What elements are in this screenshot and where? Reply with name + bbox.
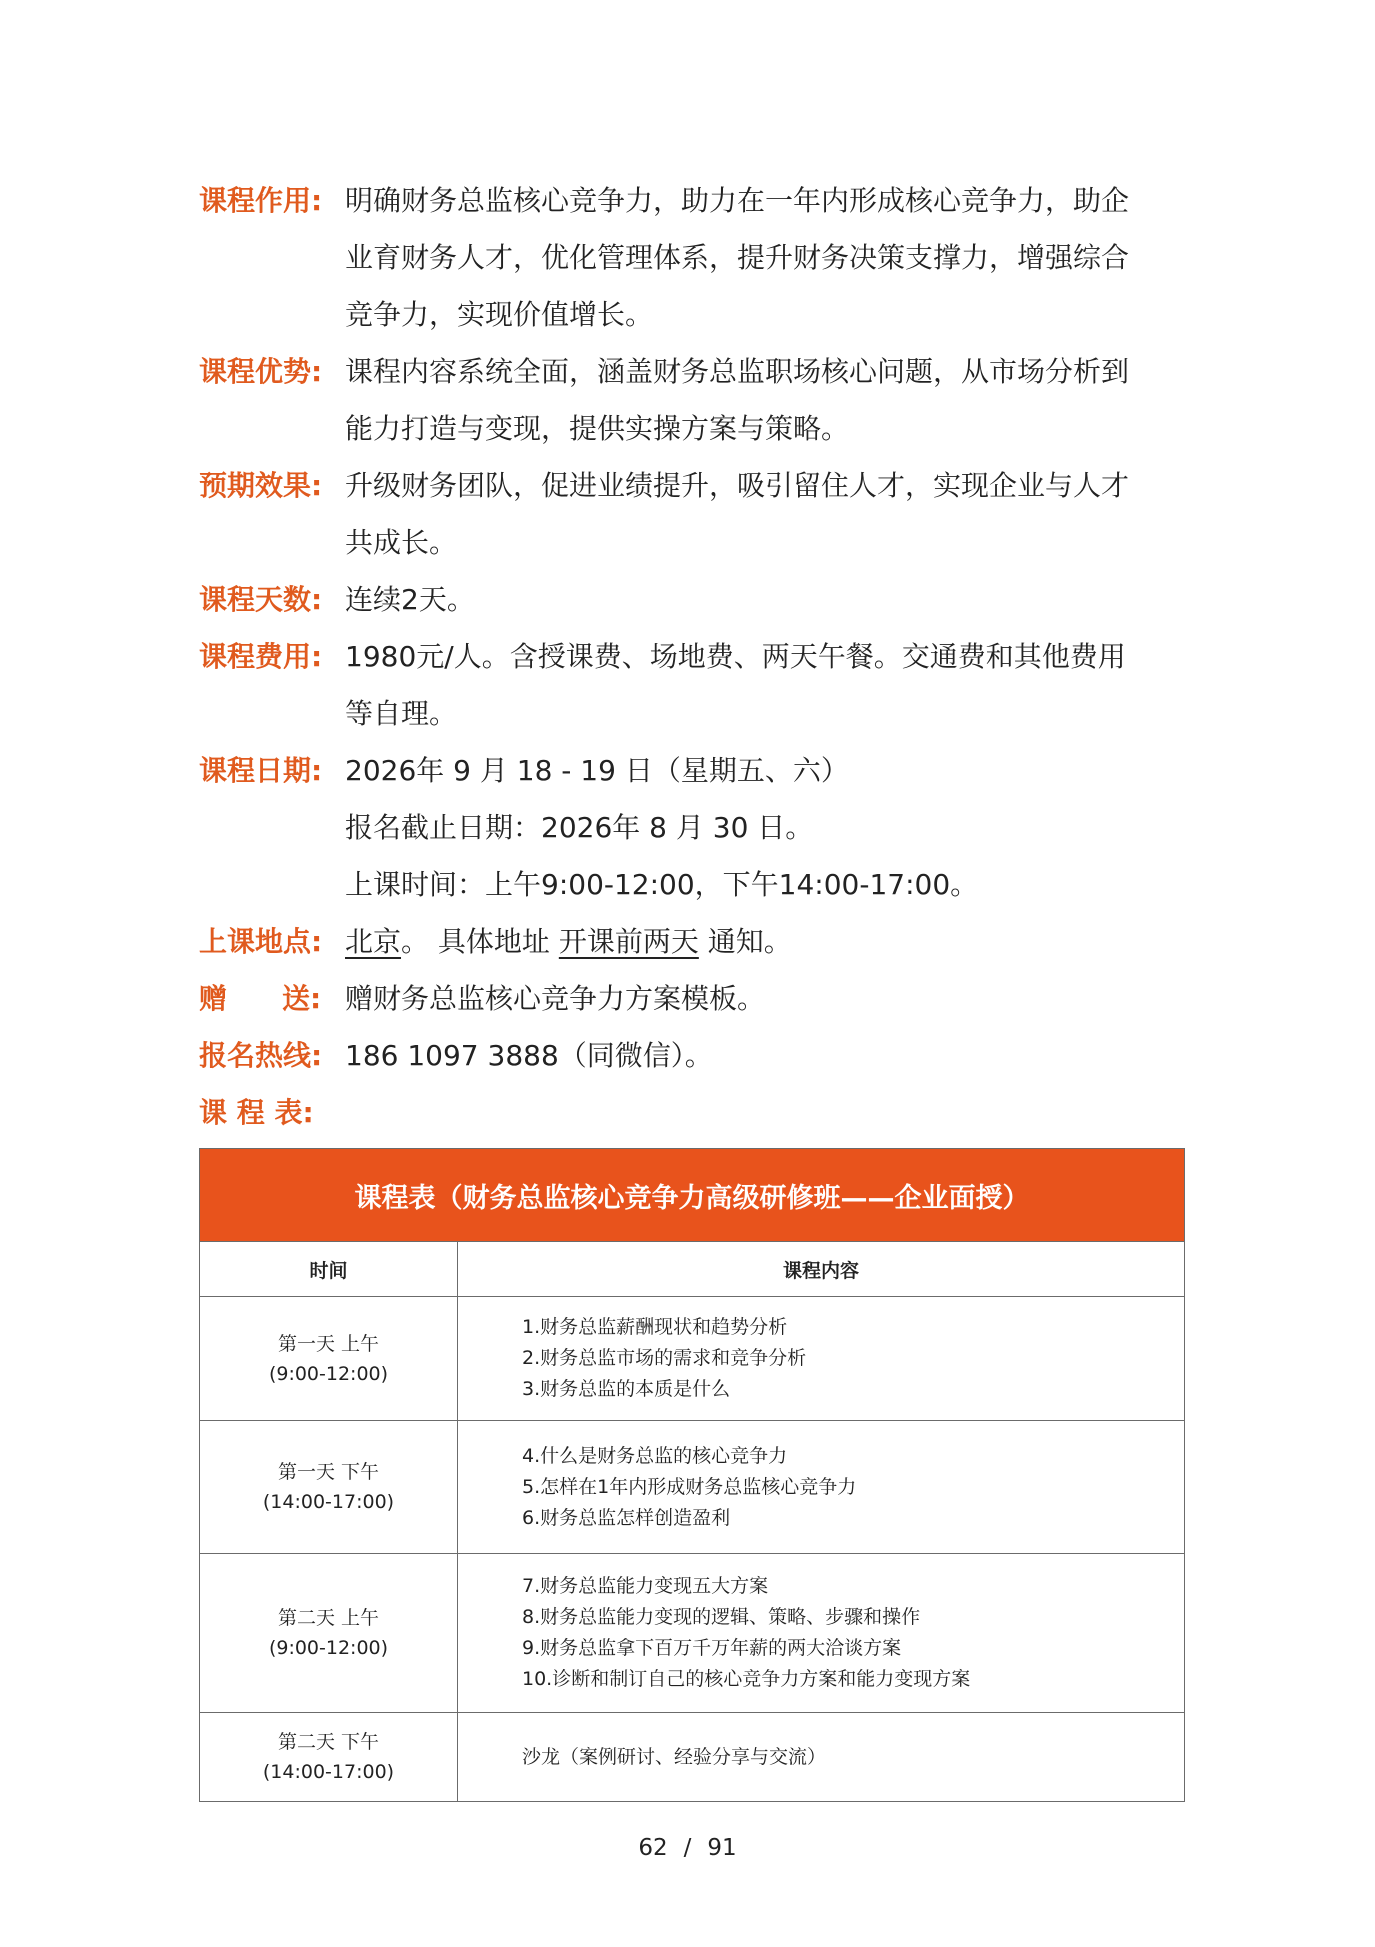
info-label: 预期效果: xyxy=(199,469,323,502)
content-item: 4.什么是财务总监的核心竞争力 xyxy=(522,1444,788,1467)
info-label xyxy=(199,970,345,1027)
schedule-table xyxy=(199,1148,1185,1802)
info-line: 等自理。 xyxy=(345,697,458,730)
info-row-advantage xyxy=(199,343,1189,457)
info-label: 报名热线: xyxy=(199,1039,323,1072)
table-row xyxy=(200,1554,1185,1713)
info-row-location xyxy=(199,913,1189,970)
content-cell xyxy=(458,1421,1185,1554)
info-row-date xyxy=(199,742,1189,913)
content-item: 5.怎样在1年内形成财务总监核心竞争力 xyxy=(522,1475,857,1498)
session-time: (14:00-17:00) xyxy=(262,1491,395,1513)
info-value xyxy=(345,628,1189,742)
table-row xyxy=(200,1297,1185,1421)
time-cell xyxy=(200,1421,458,1554)
location-tail: 通知。 xyxy=(698,925,792,958)
info-row-purpose xyxy=(199,172,1189,343)
info-value xyxy=(345,913,1189,970)
header-time: 时间 xyxy=(200,1242,458,1297)
info-line: 共成长。 xyxy=(345,526,458,559)
content-cell xyxy=(458,1554,1185,1713)
info-line: 业育财务人才，优化管理体系，提升财务决策支撑力，增强综合 xyxy=(345,241,1130,274)
info-line: 能力打造与变现，提供实操方案与策略。 xyxy=(345,412,850,445)
info-label: 课程作用: xyxy=(199,184,323,217)
content-item: 9.财务总监拿下百万千万年薪的两大洽谈方案 xyxy=(522,1637,902,1659)
session-day: 第二天 下午 xyxy=(277,1731,380,1753)
info-line: 竞争力，实现价值增长。 xyxy=(345,298,654,331)
content-item: 3.财务总监的本质是什么 xyxy=(522,1378,731,1400)
session-day: 第二天 上午 xyxy=(277,1607,380,1629)
content-cell xyxy=(458,1297,1185,1421)
session-time: (9:00-12:00) xyxy=(268,1362,389,1385)
info-row-fee xyxy=(199,628,1189,742)
session-time: (14:00-17:00) xyxy=(262,1761,395,1783)
info-line: 连续2天。 xyxy=(345,583,475,616)
location-city: 北京 xyxy=(345,925,402,958)
info-value xyxy=(345,457,1189,571)
info-row-effect xyxy=(199,457,1189,571)
info-line: 明确财务总监核心竞争力，助力在一年内形成核心竞争力，助企 xyxy=(345,184,1130,217)
info-value xyxy=(345,571,1189,628)
info-line: 1980元/人。含授课费、场地费、两天午餐。交通费和其他费用 xyxy=(345,640,1126,673)
location-notice-time: 开课前两天 xyxy=(558,925,699,958)
table-row xyxy=(200,1421,1185,1554)
content-cell xyxy=(458,1713,1185,1802)
page-total: 91 xyxy=(707,1835,737,1861)
time-cell xyxy=(200,1713,458,1802)
session-time: (9:00-12:00) xyxy=(268,1637,389,1659)
course-info xyxy=(199,172,1189,1141)
session-day: 第一天 上午 xyxy=(277,1332,380,1355)
session-day: 第一天 下午 xyxy=(277,1461,380,1483)
gift-label-a: 赠 xyxy=(199,982,228,1015)
info-line xyxy=(345,913,1189,970)
page-separator: / xyxy=(683,1835,692,1861)
hotline-number: 186 1097 3888（同微信）。 xyxy=(345,1039,713,1072)
header-content: 课程内容 xyxy=(458,1242,1185,1297)
info-row-schedule xyxy=(199,1084,1189,1141)
info-row-hotline xyxy=(199,1027,1189,1084)
content-item: 7.财务总监能力变现五大方案 xyxy=(522,1575,769,1597)
content-item: 1.财务总监薪酬现状和趋势分析 xyxy=(522,1316,788,1338)
info-line: 赠财务总监核心竞争力方案模板。 xyxy=(345,982,766,1015)
info-line: 报名截止日期：2026年 8 月 30 日。 xyxy=(345,811,814,844)
info-row-days xyxy=(199,571,1189,628)
info-label: 课程优势: xyxy=(199,355,323,388)
info-line: 2026年 9 月 18 - 19 日（星期五、六） xyxy=(345,754,849,787)
time-cell xyxy=(200,1297,458,1421)
info-label: 课程费用: xyxy=(199,640,323,673)
info-label: 课程日期: xyxy=(199,754,323,787)
table-row xyxy=(200,1713,1185,1802)
content-item: 2.财务总监市场的需求和竞争分析 xyxy=(522,1347,807,1369)
content-item: 6.财务总监怎样创造盈利 xyxy=(522,1506,731,1529)
schedule-title: 课程表（财务总监核心竞争力高级研修班——企业面授） xyxy=(200,1149,1185,1242)
info-value xyxy=(345,343,1189,457)
page-number xyxy=(0,1835,1375,1861)
location-sep: 。 具体地址 xyxy=(401,925,559,958)
info-line: 课程内容系统全面，涵盖财务总监职场核心问题，从市场分析到 xyxy=(345,355,1130,388)
schedule-label: 课 程 表: xyxy=(199,1096,314,1129)
info-line: 升级财务团队，促进业绩提升，吸引留住人才，实现企业与人才 xyxy=(345,469,1130,502)
page-current: 62 xyxy=(638,1835,668,1861)
info-label: 课程天数: xyxy=(199,583,323,616)
content-item: 沙龙（案例研讨、经验分享与交流） xyxy=(522,1745,827,1768)
content-item: 8.财务总监能力变现的逻辑、策略、步骤和操作 xyxy=(522,1606,921,1628)
info-value xyxy=(345,172,1189,343)
time-cell xyxy=(200,1554,458,1713)
info-line: 上课时间：上午9:00-12:00，下午14:00-17:00。 xyxy=(345,868,979,901)
gift-label-b: 送: xyxy=(282,982,322,1015)
info-value xyxy=(345,1027,1189,1084)
info-row-gift xyxy=(199,970,1189,1027)
content-item: 10.诊断和制订自己的核心竞争力方案和能力变现方案 xyxy=(522,1668,971,1690)
info-value xyxy=(345,742,1189,913)
info-value xyxy=(345,970,1189,1027)
info-label: 上课地点: xyxy=(199,925,323,958)
